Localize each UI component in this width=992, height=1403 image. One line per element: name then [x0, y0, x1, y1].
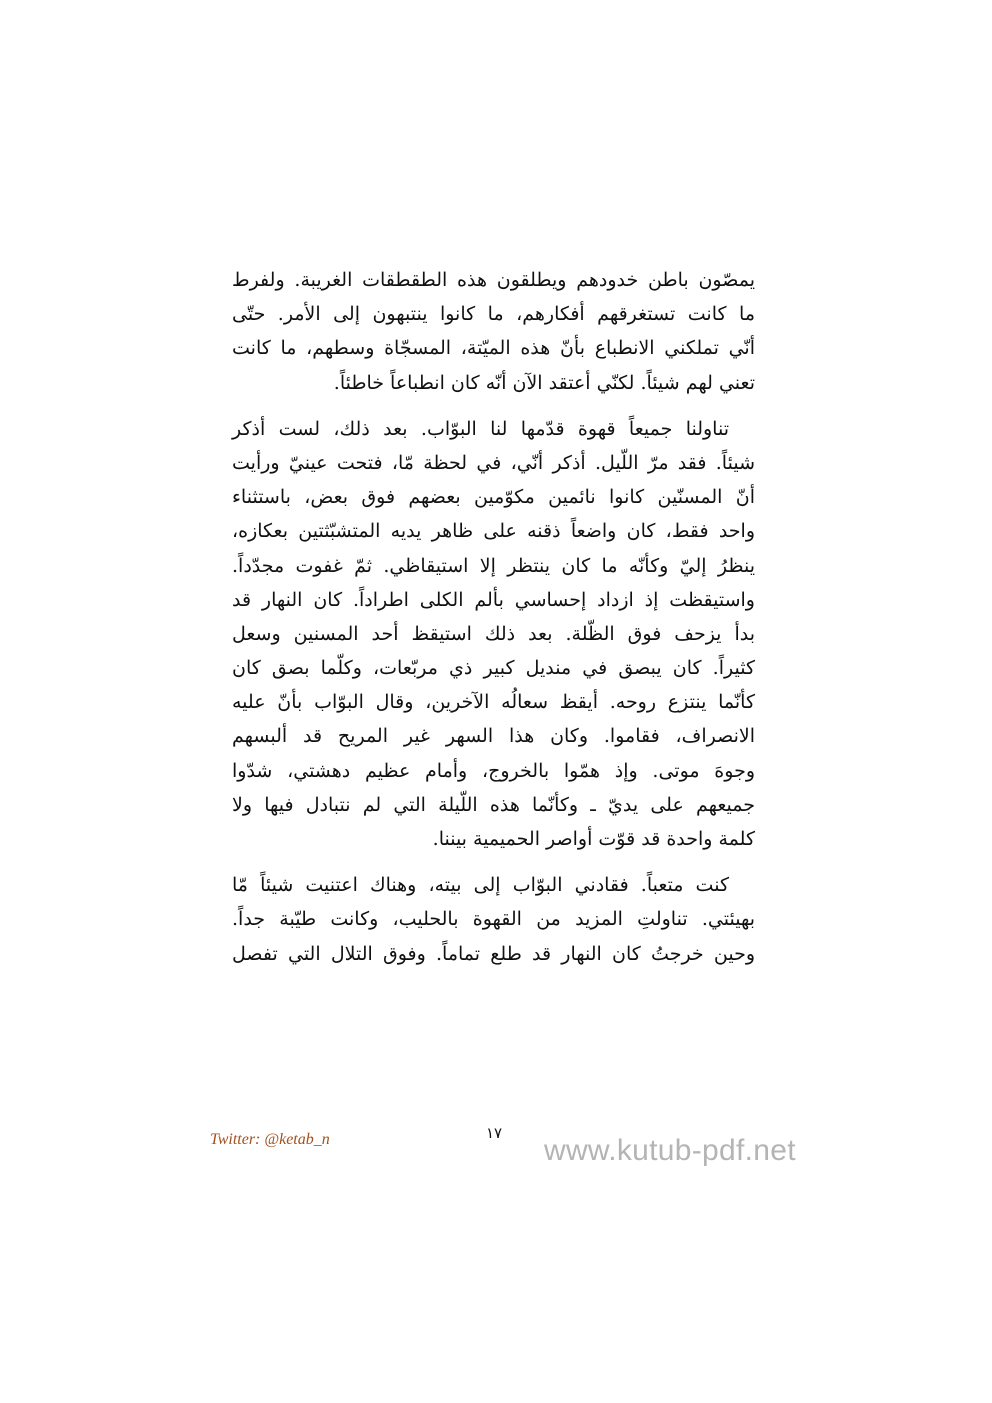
text-line: كأنّما ينتزع روحه. أيقظ سعالُه الآخرين، وقال البوّاب بأنّ عليه — [232, 691, 755, 714]
text-line: بدأ يزحف فوق الظّلة. بعد ذلك استيقظ أحد المسنين وسعل — [232, 622, 755, 645]
text-line: جميعهم على يديّ ـ وكأنّما هذه اللّيلة التي لم نتبادل فيها ولا — [232, 793, 755, 816]
text-line: أنّ المسنّين كانوا نائمين مكوّمين بعضهم فوق بعض، باستثناء — [232, 486, 755, 509]
text-line: وحين خرجتُ كان النهار قد طلع تماماً. وفوق التلال التي تفصل — [232, 942, 755, 965]
text-line: تناولنا جميعاً قهوة قدّمها لنا البوّاب. بعد ذلك، لست أذكر — [232, 417, 729, 440]
text-line: ما كانت تستغرقهم أفكارهم، ما كانوا ينتبهون إلى الأمر. حتّى — [232, 303, 755, 326]
text-line: واستيقظت إذ ازداد إحساسي بألم الكلى اطراداً. كان النهار قد — [232, 588, 755, 611]
paragraph-1 — [232, 263, 755, 400]
text-line: بهيئتي. تناولتِ المزيد من القهوة بالحليب، وكانت طيّبة جداً. — [232, 908, 755, 931]
text-line: ينظرُ إليّ وكأنّه ما كان ينتظر إلا استيقاظي. ثمّ غفوت مجدّداً. — [232, 554, 755, 577]
text-line: وجوهَ موتى. وإذ همّوا بالخروج، وأمام عظيم دهشتي، شدّوا — [232, 759, 755, 782]
text-line: كلمة واحدة قد قوّت أواصر الحميمية بيننا. — [432, 828, 755, 850]
text-line: الانصراف، فقاموا. وكان هذا السهر غير المريح قد ألبسهم — [232, 725, 755, 748]
text-line: أنّي تملكني الانطباع بأنّ هذه الميّتة، المسجّاة وسطهم، ما كانت — [232, 337, 755, 360]
paragraph-3 — [232, 868, 755, 971]
text-line: كنت متعباً. فقادني البوّاب إلى بيته، وهناك اعتنيت شيئاً مّا — [232, 874, 729, 897]
paragraph-2 — [232, 412, 755, 856]
page-body-text — [232, 263, 755, 983]
twitter-handle: Twitter: @ketab_n — [210, 1131, 330, 1148]
text-line: كثيراً. كان يبصق في منديل كبير ذي مربّعات، وكلّما بصق كان — [232, 657, 755, 680]
text-line: تعني لهم شيئاً. لكنّي أعتقد الآن أنّه كان انطباعاً خاطئاً. — [333, 371, 755, 394]
text-line: واحد فقط، كان واضعاً ذقنه على ظاهر يديه المتشبّثتين بعكازه، — [232, 520, 755, 543]
text-line: شيئاً. فقد مرّ اللّيل. أذكر أنّي، في لحظة مّا، فتحت عينيّ ورأيت — [232, 451, 755, 474]
text-line: يمصّون باطن خدودهم ويطلقون هذه الطقطقات الغريبة. ولفرط — [232, 269, 755, 291]
watermark-url: www.kutub-pdf.net — [544, 1134, 796, 1167]
page-number: ١٧ — [486, 1124, 503, 1142]
